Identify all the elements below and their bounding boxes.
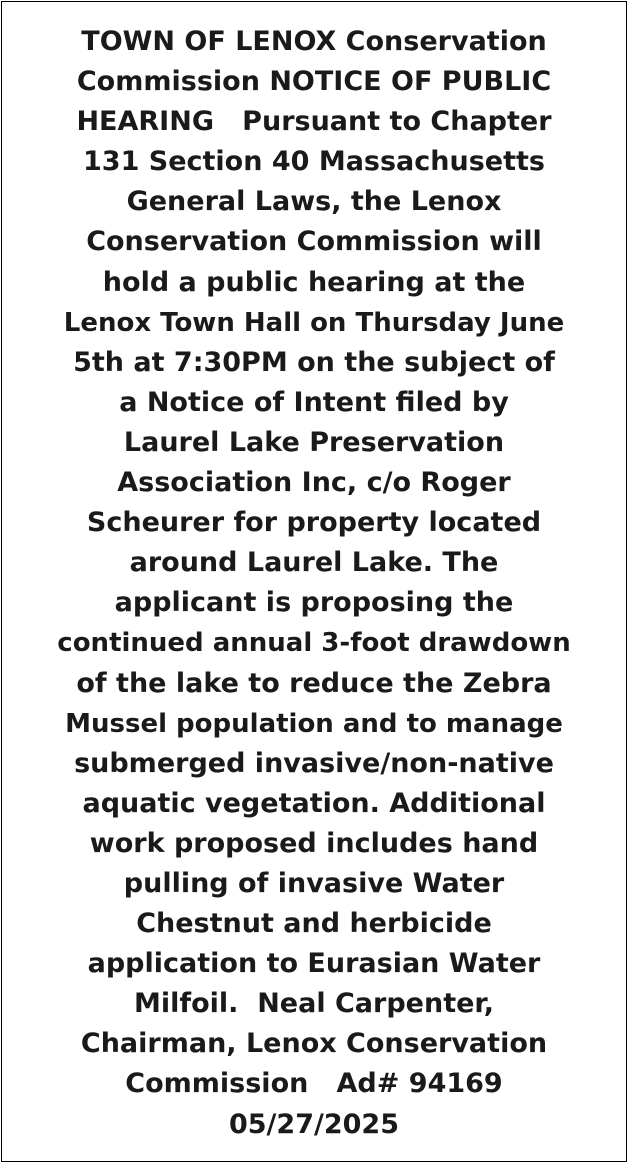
notice-line: General Laws, the Lenox [126, 186, 502, 218]
notice-line: Mussel population and to manage [65, 708, 563, 739]
notice-body [2, 22, 626, 1145]
notice-line: applicant is proposing the [114, 587, 514, 619]
notice-line: TOWN OF LENOX Conservation [81, 26, 547, 57]
notice-line: Conservation Commission will [86, 226, 542, 258]
notice-line: hold a public hearing at the [102, 266, 526, 298]
notice-line: Milfoil. Neal Carpenter, [133, 988, 495, 1020]
notice-line: 131 Section 40 Massachusetts [83, 146, 545, 178]
notice-line: Lenox Town Hall on Thursday June [63, 307, 565, 338]
public-notice-ad [1, 1, 627, 1162]
notice-line: around Laurel Lake. The [129, 547, 499, 579]
notice-line: Chestnut and herbicide [136, 908, 492, 940]
notice-line: application to Eurasian Water [87, 948, 541, 980]
notice-line: Commission NOTICE OF PUBLIC [76, 66, 552, 98]
notice-line: Laurel Lake Preservation [123, 426, 505, 458]
notice-line: Chairman, Lenox Conservation [80, 1028, 548, 1060]
notice-line: Association Inc, c/o Roger [117, 467, 511, 499]
notice-line: a Notice of Intent filed by [119, 386, 509, 418]
notice-line: HEARING Pursuant to Chapter [76, 106, 552, 138]
notice-line: work proposed includes hand [89, 827, 539, 859]
notice-line: of the lake to reduce the Zebra [76, 667, 552, 699]
notice-line: Commission Ad# 94169 [125, 1068, 503, 1100]
notice-line: submerged invasive/non-native [74, 747, 554, 779]
notice-line: pulling of invasive Water [123, 867, 505, 899]
notice-line: Scheurer for property located [86, 507, 542, 539]
notice-line: aquatic vegetation. Additional [82, 787, 546, 819]
notice-line: 05/27/2025 [228, 1108, 399, 1140]
notice-line: continued annual 3-foot drawdown [57, 628, 571, 659]
notice-line: 5th at 7:30PM on the subject of [73, 346, 555, 378]
